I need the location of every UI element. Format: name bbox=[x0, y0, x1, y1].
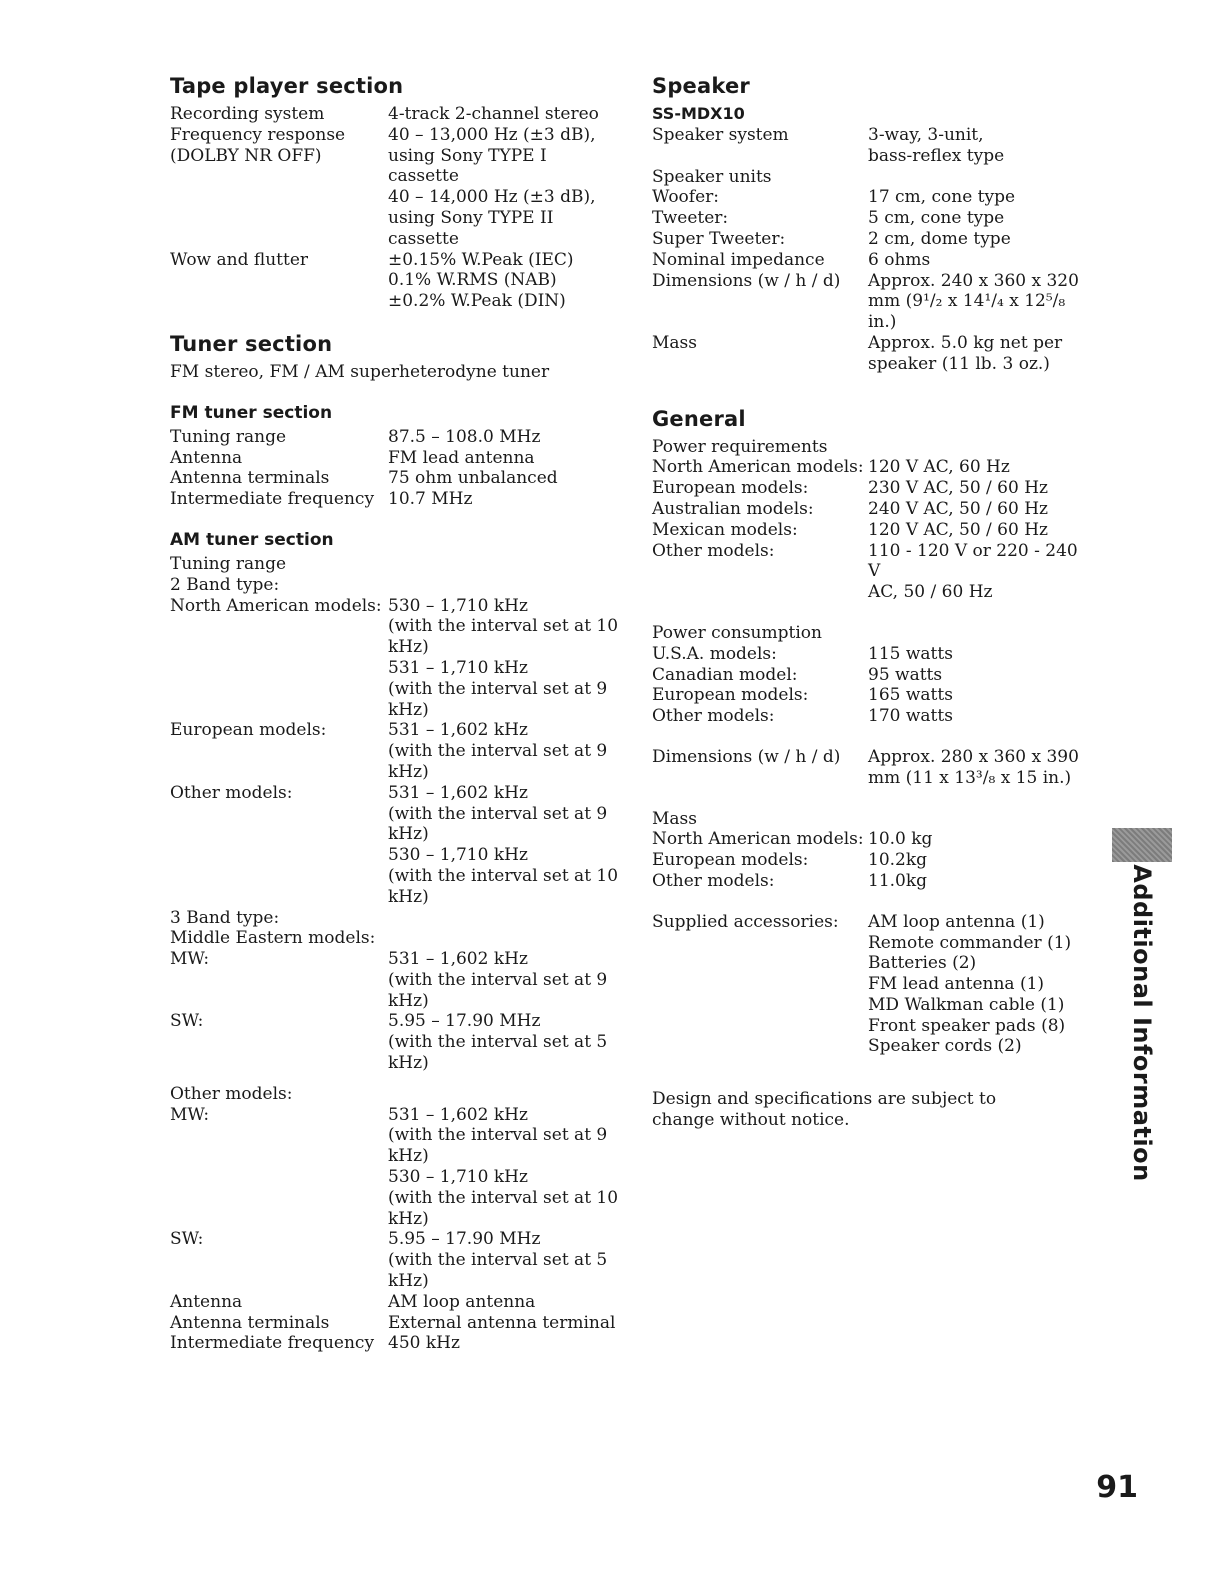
right-column bbox=[652, 74, 1092, 1131]
spec-row bbox=[652, 1036, 1092, 1057]
spec-label: Mexican models: bbox=[652, 519, 798, 540]
spec-row bbox=[170, 554, 620, 575]
spec-row bbox=[652, 457, 1092, 478]
spec-row bbox=[652, 809, 1092, 830]
spec-row bbox=[170, 866, 620, 887]
spec-label: Intermediate frequency bbox=[170, 489, 375, 510]
spec-value: 531 – 1,710 kHz bbox=[388, 657, 528, 678]
spec-label: European models: bbox=[652, 478, 809, 499]
spec-row bbox=[170, 208, 620, 229]
spec-value: kHz) bbox=[388, 699, 429, 720]
spec-label bbox=[652, 312, 868, 333]
power-consumption-list bbox=[652, 623, 1092, 727]
specs-note: Design and specifications are subject to change without notice. bbox=[652, 1089, 997, 1131]
spec-value: Approx. 5.0 kg net per bbox=[868, 332, 1063, 353]
spec-value bbox=[868, 623, 1092, 644]
spec-label: 2 Band type: bbox=[170, 574, 280, 595]
spec-value: External antenna terminal bbox=[388, 1312, 616, 1333]
spec-label bbox=[652, 974, 868, 995]
spec-value bbox=[388, 575, 620, 596]
spec-row bbox=[170, 804, 620, 825]
spec-row bbox=[170, 166, 620, 187]
am-spec-list-2band bbox=[170, 554, 620, 1074]
spec-label bbox=[170, 887, 388, 908]
spec-label bbox=[652, 953, 868, 974]
spec-label: Power consumption bbox=[652, 622, 822, 643]
spec-row bbox=[170, 489, 620, 510]
spec-label: North American models: bbox=[652, 457, 864, 478]
spec-value: mm (9¹/₂ x 14¹/₄ x 12⁵/₈ bbox=[868, 291, 1066, 312]
spec-value bbox=[868, 809, 1092, 830]
spec-row bbox=[170, 270, 620, 291]
spec-row bbox=[170, 468, 620, 489]
spec-row bbox=[170, 720, 620, 741]
spec-value: (with the interval set at 9 bbox=[388, 741, 608, 762]
spec-label: North American models: bbox=[170, 595, 382, 616]
spec-value bbox=[868, 167, 1092, 188]
spec-value: in.) bbox=[868, 312, 897, 333]
spec-value: (with the interval set at 9 bbox=[388, 803, 608, 824]
spec-value: AM loop antenna (1) bbox=[868, 911, 1045, 932]
spec-row bbox=[170, 125, 620, 146]
spec-label: Antenna bbox=[170, 1291, 243, 1312]
spec-value: 87.5 – 108.0 MHz bbox=[388, 426, 541, 447]
spec-row bbox=[652, 685, 1092, 706]
spec-value: 110 - 120 V or 220 - 240 V bbox=[868, 540, 1078, 582]
spec-row bbox=[170, 1105, 620, 1126]
spec-value: FM lead antenna bbox=[388, 447, 535, 468]
speaker-heading: Speaker bbox=[652, 74, 750, 98]
spec-value: 120 V AC, 60 Hz bbox=[868, 457, 1010, 478]
spec-row bbox=[170, 908, 620, 929]
spec-label bbox=[170, 1188, 388, 1209]
spec-label: SW: bbox=[170, 1011, 204, 1032]
spec-label: Antenna terminals bbox=[170, 468, 330, 489]
spec-value: speaker (11 lb. 3 oz.) bbox=[868, 353, 1050, 374]
spec-label bbox=[170, 970, 388, 991]
spec-value: 531 – 1,602 kHz bbox=[388, 720, 528, 741]
spec-row bbox=[170, 448, 620, 469]
spec-label bbox=[170, 679, 388, 700]
spec-label bbox=[170, 991, 388, 1012]
spec-row bbox=[170, 658, 620, 679]
left-column bbox=[170, 74, 620, 1354]
spec-value: (with the interval set at 9 bbox=[388, 1125, 608, 1146]
fm-spec-list bbox=[170, 427, 620, 510]
spec-label: Recording system bbox=[170, 104, 325, 124]
spec-label bbox=[170, 741, 388, 762]
spec-row bbox=[652, 499, 1092, 520]
spec-label bbox=[652, 291, 868, 312]
spec-row bbox=[652, 829, 1092, 850]
spec-value: 5.95 – 17.90 MHz bbox=[388, 1229, 541, 1250]
spec-row bbox=[652, 623, 1092, 644]
page-number: 91 bbox=[1096, 1470, 1138, 1505]
spec-label bbox=[170, 291, 388, 312]
spec-value: (with the interval set at 5 bbox=[388, 1032, 608, 1053]
spec-value: ±0.2% W.Peak (DIN) bbox=[388, 291, 566, 312]
spec-label bbox=[170, 1032, 388, 1053]
spec-value: 450 kHz bbox=[388, 1333, 460, 1354]
power-requirements-list bbox=[652, 437, 1092, 603]
spec-label: Other models: bbox=[652, 706, 775, 727]
tape-spec-list bbox=[170, 104, 620, 312]
spec-value: kHz) bbox=[388, 824, 429, 845]
spec-row bbox=[170, 1313, 620, 1334]
spec-row bbox=[652, 187, 1092, 208]
tape-heading: Tape player section bbox=[170, 74, 404, 98]
spec-row bbox=[170, 991, 620, 1012]
spec-row bbox=[652, 250, 1092, 271]
spec-row bbox=[652, 912, 1092, 933]
spec-row bbox=[170, 970, 620, 991]
spec-value: (with the interval set at 9 bbox=[388, 678, 608, 699]
spec-value: (with the interval set at 10 bbox=[388, 1187, 619, 1208]
spec-label: Tuning range bbox=[170, 426, 287, 447]
spec-row bbox=[652, 229, 1092, 250]
spec-value: 3-way, 3-unit, bbox=[868, 125, 984, 145]
spec-label bbox=[170, 1146, 388, 1167]
spec-label: Other models: bbox=[652, 540, 775, 561]
spec-label bbox=[170, 804, 388, 825]
spec-value: using Sony TYPE II bbox=[388, 207, 554, 228]
spec-value: cassette bbox=[388, 166, 459, 187]
spec-row bbox=[652, 125, 1092, 146]
spec-label: Antenna bbox=[170, 447, 243, 468]
spec-value: 40 – 13,000 Hz (±3 dB), bbox=[388, 124, 596, 145]
tuner-description: FM stereo, FM / AM superheterodyne tuner bbox=[170, 361, 550, 382]
spec-value: 165 watts bbox=[868, 685, 953, 706]
spec-label bbox=[652, 768, 868, 789]
spec-row bbox=[652, 146, 1092, 167]
spec-value: Approx. 280 x 360 x 390 bbox=[868, 746, 1079, 767]
spec-value: 530 – 1,710 kHz bbox=[388, 1167, 528, 1188]
spec-value: 170 watts bbox=[868, 706, 953, 727]
spec-value: 531 – 1,602 kHz bbox=[388, 1104, 528, 1125]
spec-label bbox=[170, 700, 388, 721]
spec-row bbox=[652, 974, 1092, 995]
spec-value: 115 watts bbox=[868, 643, 953, 664]
spec-label: Intermediate frequency bbox=[170, 1333, 375, 1354]
spec-row bbox=[652, 706, 1092, 727]
spec-label: Canadian model: bbox=[652, 664, 798, 685]
spec-value bbox=[868, 437, 1092, 458]
spec-row bbox=[170, 1229, 620, 1250]
spec-row bbox=[652, 520, 1092, 541]
spec-label: Mass bbox=[652, 808, 697, 829]
spec-label: Other models: bbox=[652, 870, 775, 891]
spec-row bbox=[170, 596, 620, 617]
spec-value: (with the interval set at 9 bbox=[388, 969, 608, 990]
spec-label bbox=[170, 1167, 388, 1188]
spec-row bbox=[170, 1292, 620, 1313]
spec-value: kHz) bbox=[388, 1271, 429, 1292]
spec-value: (with the interval set at 5 bbox=[388, 1250, 608, 1271]
section-tab-marker bbox=[1112, 828, 1172, 862]
spec-value: 17 cm, cone type bbox=[868, 187, 1016, 208]
spec-row bbox=[170, 291, 620, 312]
spec-label: Australian models: bbox=[652, 498, 814, 519]
spec-value: 2 cm, dome type bbox=[868, 228, 1011, 249]
tuner-heading: Tuner section bbox=[170, 331, 333, 356]
spec-label: Other models: bbox=[170, 782, 293, 803]
spec-row bbox=[652, 167, 1092, 188]
spec-row bbox=[170, 887, 620, 908]
spec-label bbox=[652, 354, 868, 375]
general-heading: General bbox=[652, 406, 746, 431]
spec-value: 4-track 2-channel stereo bbox=[388, 104, 599, 124]
speaker-spec-list bbox=[652, 125, 1092, 375]
spec-row bbox=[652, 953, 1092, 974]
spec-value: AC, 50 / 60 Hz bbox=[868, 582, 993, 603]
spec-label bbox=[170, 1053, 388, 1074]
spec-label bbox=[170, 270, 388, 291]
spec-row bbox=[170, 146, 620, 167]
spec-row bbox=[652, 644, 1092, 665]
spec-label bbox=[652, 995, 868, 1016]
spec-label: SW: bbox=[170, 1229, 204, 1250]
spec-value: kHz) bbox=[388, 1146, 429, 1167]
spec-row bbox=[170, 1333, 620, 1354]
am-spec-list-other bbox=[170, 1084, 620, 1354]
spec-value: AM loop antenna bbox=[388, 1291, 536, 1312]
spec-row bbox=[170, 845, 620, 866]
spec-value: mm (11 x 13³/₈ x 15 in.) bbox=[868, 767, 1072, 788]
spec-row bbox=[652, 354, 1092, 375]
spec-label: Mass bbox=[652, 332, 697, 353]
spec-value: 10.2kg bbox=[868, 850, 928, 871]
spec-row bbox=[652, 312, 1092, 333]
spec-label: Middle Eastern models: bbox=[170, 928, 376, 949]
speaker-model: SS-MDX10 bbox=[652, 104, 745, 123]
spec-row bbox=[652, 541, 1092, 583]
fm-heading: FM tuner section bbox=[170, 402, 333, 423]
spec-value bbox=[388, 554, 620, 575]
spec-label bbox=[170, 762, 388, 783]
spec-label: Speaker units bbox=[652, 166, 772, 187]
spec-value: (with the interval set at 10 bbox=[388, 616, 619, 637]
spec-row bbox=[170, 616, 620, 637]
spec-row bbox=[170, 949, 620, 970]
spec-label bbox=[170, 187, 388, 208]
spec-label bbox=[652, 582, 868, 603]
spec-value: 75 ohm unbalanced bbox=[388, 468, 558, 489]
spec-value: kHz) bbox=[388, 1053, 429, 1074]
spec-label bbox=[170, 824, 388, 845]
spec-label bbox=[170, 845, 388, 866]
spec-row bbox=[170, 1209, 620, 1230]
spec-value: ±0.15% W.Peak (IEC) bbox=[388, 249, 574, 270]
spec-value: 531 – 1,602 kHz bbox=[388, 949, 528, 970]
spec-value: 230 V AC, 50 / 60 Hz bbox=[868, 478, 1049, 499]
spec-label bbox=[652, 1036, 868, 1057]
spec-label: Frequency response bbox=[170, 124, 346, 145]
spec-value: 40 – 14,000 Hz (±3 dB), bbox=[388, 187, 596, 208]
spec-value: 530 – 1,710 kHz bbox=[388, 845, 528, 866]
spec-value: using Sony TYPE I bbox=[388, 145, 547, 166]
spec-label: MW: bbox=[170, 1104, 210, 1125]
spec-label: Tuning range bbox=[170, 553, 287, 574]
spec-value: cassette bbox=[388, 228, 459, 249]
spec-label bbox=[170, 1271, 388, 1292]
spec-row bbox=[170, 1084, 620, 1105]
spec-label: Tweeter: bbox=[652, 208, 729, 229]
spec-value: kHz) bbox=[388, 761, 429, 782]
spec-label: U.S.A. models: bbox=[652, 643, 777, 664]
spec-row bbox=[170, 187, 620, 208]
spec-row bbox=[170, 250, 620, 271]
spec-value: 10.0 kg bbox=[868, 829, 933, 850]
accessories-list bbox=[652, 912, 1092, 1058]
spec-row bbox=[170, 1032, 620, 1053]
spec-value: 10.7 MHz bbox=[388, 489, 473, 510]
spec-value: 240 V AC, 50 / 60 Hz bbox=[868, 498, 1049, 519]
spec-row bbox=[170, 1125, 620, 1146]
spec-label bbox=[170, 208, 388, 229]
spec-row bbox=[170, 1250, 620, 1271]
spec-label: Wow and flutter bbox=[170, 249, 309, 270]
spec-row bbox=[170, 679, 620, 700]
spec-row bbox=[170, 741, 620, 762]
spec-value: (with the interval set at 10 bbox=[388, 865, 619, 886]
spec-value bbox=[388, 908, 620, 929]
spec-row bbox=[170, 700, 620, 721]
spec-row bbox=[652, 665, 1092, 686]
spec-row bbox=[170, 229, 620, 250]
spec-label: Speaker system bbox=[652, 125, 789, 145]
spec-label: Other models: bbox=[170, 1083, 293, 1104]
spec-label bbox=[170, 866, 388, 887]
spec-row bbox=[652, 333, 1092, 354]
spec-label bbox=[652, 146, 868, 167]
spec-row bbox=[170, 427, 620, 448]
spec-row bbox=[170, 1167, 620, 1188]
spec-value: Batteries (2) bbox=[868, 953, 977, 974]
spec-value: kHz) bbox=[388, 990, 429, 1011]
spec-value: Approx. 240 x 360 x 320 bbox=[868, 270, 1079, 291]
spec-row bbox=[170, 637, 620, 658]
spec-row bbox=[170, 1053, 620, 1074]
spec-label bbox=[170, 1250, 388, 1271]
spec-label: Super Tweeter: bbox=[652, 228, 786, 249]
am-heading: AM tuner section bbox=[170, 529, 334, 550]
spec-value: Front speaker pads (8) bbox=[868, 1015, 1066, 1036]
spec-label: Power requirements bbox=[652, 436, 828, 457]
spec-label: Nominal impedance bbox=[652, 249, 825, 270]
spec-label: Dimensions (w / h / d) bbox=[652, 746, 841, 767]
spec-label: Dimensions (w / h / d) bbox=[652, 270, 841, 291]
spec-value: 530 – 1,710 kHz bbox=[388, 595, 528, 616]
spec-label: European models: bbox=[652, 850, 809, 871]
spec-value: 0.1% W.RMS (NAB) bbox=[388, 270, 557, 291]
spec-label: European models: bbox=[652, 685, 809, 706]
spec-value: bass-reflex type bbox=[868, 145, 1005, 166]
spec-value: 6 ohms bbox=[868, 249, 931, 270]
spec-label bbox=[652, 1016, 868, 1037]
spec-row bbox=[170, 928, 620, 949]
spec-value bbox=[388, 1084, 620, 1105]
spec-row bbox=[652, 1016, 1092, 1037]
spec-value: 5.95 – 17.90 MHz bbox=[388, 1011, 541, 1032]
spec-row bbox=[652, 995, 1092, 1016]
spec-value: kHz) bbox=[388, 637, 429, 658]
spec-row bbox=[652, 850, 1092, 871]
spec-label bbox=[170, 166, 388, 187]
spec-label: Antenna terminals bbox=[170, 1312, 330, 1333]
spec-row bbox=[652, 437, 1092, 458]
spec-value: MD Walkman cable (1) bbox=[868, 994, 1065, 1015]
spec-row bbox=[652, 933, 1092, 954]
spec-row bbox=[170, 783, 620, 804]
spec-row bbox=[170, 575, 620, 596]
spec-label: 3 Band type: bbox=[170, 907, 280, 928]
spec-row bbox=[170, 104, 620, 125]
spec-value: Speaker cords (2) bbox=[868, 1036, 1022, 1057]
spec-label: MW: bbox=[170, 949, 210, 970]
spec-row bbox=[652, 478, 1092, 499]
dimensions-list bbox=[652, 747, 1092, 789]
spec-row bbox=[652, 291, 1092, 312]
spec-label: Supplied accessories: bbox=[652, 911, 839, 932]
spec-row bbox=[652, 747, 1092, 768]
spec-label: North American models: bbox=[652, 829, 864, 850]
spec-label: (DOLBY NR OFF) bbox=[170, 145, 322, 166]
spec-label bbox=[170, 229, 388, 250]
spec-value: 120 V AC, 50 / 60 Hz bbox=[868, 519, 1049, 540]
spec-row bbox=[652, 582, 1092, 603]
spec-row bbox=[170, 762, 620, 783]
spec-label bbox=[652, 933, 868, 954]
spec-value: 531 – 1,602 kHz bbox=[388, 782, 528, 803]
spec-value: 95 watts bbox=[868, 664, 943, 685]
spec-label bbox=[170, 637, 388, 658]
spec-value: Remote commander (1) bbox=[868, 932, 1072, 953]
spec-label: European models: bbox=[170, 720, 327, 741]
spec-label: Woofer: bbox=[652, 187, 719, 208]
spec-value: kHz) bbox=[388, 1208, 429, 1229]
spec-row bbox=[170, 1011, 620, 1032]
spec-label bbox=[170, 616, 388, 637]
spec-row bbox=[170, 1271, 620, 1292]
spec-label bbox=[170, 1209, 388, 1230]
mass-list bbox=[652, 809, 1092, 892]
spec-row bbox=[170, 1188, 620, 1209]
spec-row bbox=[652, 871, 1092, 892]
spec-row bbox=[652, 208, 1092, 229]
spec-value: 11.0kg bbox=[868, 870, 928, 891]
spec-value: kHz) bbox=[388, 886, 429, 907]
spec-label bbox=[170, 1125, 388, 1146]
spec-value bbox=[388, 928, 620, 949]
spec-row bbox=[170, 824, 620, 845]
side-section-title: Additional Information bbox=[1128, 864, 1156, 1182]
spec-value: FM lead antenna (1) bbox=[868, 974, 1045, 995]
spec-label bbox=[170, 658, 388, 679]
spec-row bbox=[170, 1146, 620, 1167]
spec-row bbox=[652, 768, 1092, 789]
spec-value: 5 cm, cone type bbox=[868, 208, 1005, 229]
spec-row bbox=[652, 271, 1092, 292]
